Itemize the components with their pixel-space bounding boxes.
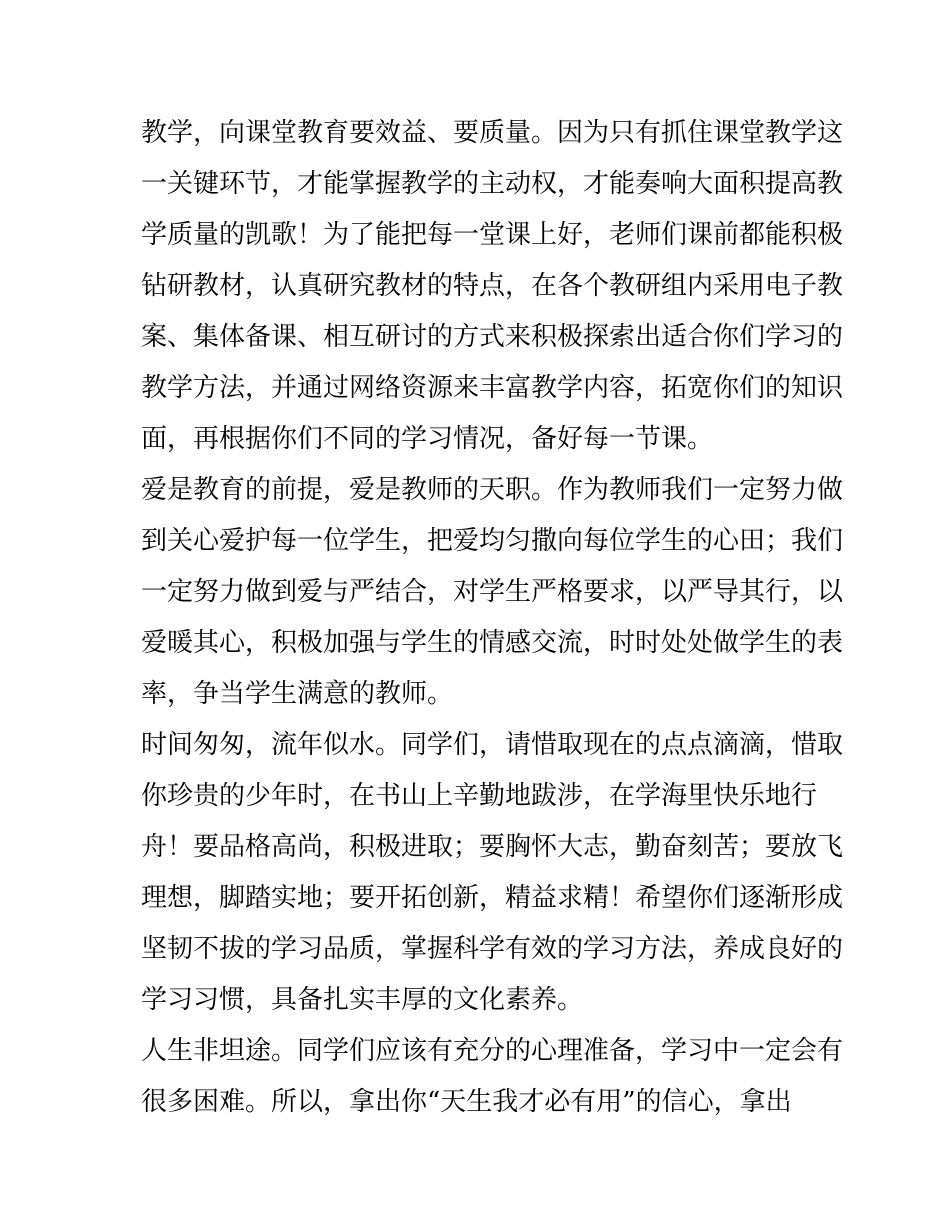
text-line: 你珍贵的少年时，在书山上辛勤地跋涉，在学海里快乐地行 — [141, 781, 818, 811]
text-line: 舟！要品格高尚，积极进取；要胸怀大志，勤奋刻苦；要放飞 — [141, 832, 844, 862]
text-line: 学习习惯，具备扎实丰厚的文化素养。 — [141, 985, 584, 1015]
text-line: 钻研教材，认真研究教材的特点，在各个教研组内采用电子教 — [141, 271, 844, 301]
text-line: 到关心爱护每一位学生，把爱均匀撒向每位学生的心田；我们 — [141, 526, 844, 556]
document-body-text — [141, 108, 844, 1128]
text-line: 学质量的凯歌！为了能把每一堂课上好，老师们课前都能积极 — [141, 220, 844, 250]
text-line: 爱是教育的前提，爱是教师的天职。作为教师我们一定努力做 — [141, 475, 844, 505]
text-line: 时间匆匆，流年似水。同学们，请惜取现在的点点滴滴，惜取 — [141, 730, 844, 760]
text-line: 教学，向课堂教育要效益、要质量。因为只有抓住课堂教学这 — [141, 118, 844, 148]
text-line: 爱暖其心，积极加强与学生的情感交流，时时处处做学生的表 — [141, 628, 844, 658]
text-line: 坚韧不拔的学习品质，掌握科学有效的学习方法，养成良好的 — [141, 934, 844, 964]
text-line: 面，再根据你们不同的学习情况，备好每一节课。 — [141, 424, 714, 454]
text-line: 一定努力做到爱与严结合，对学生严格要求，以严导其行，以 — [141, 577, 844, 607]
text-line: 很多困难。所以，拿出你“天生我才必有用”的信心，拿出 — [141, 1087, 792, 1117]
text-line: 人生非坦途。同学们应该有充分的心理准备，学习中一定会有 — [141, 1036, 844, 1066]
text-line: 率，争当学生满意的教师。 — [141, 679, 454, 709]
text-line: 理想，脚踏实地；要开拓创新，精益求精！希望你们逐渐形成 — [141, 883, 844, 913]
text-line: 教学方法，并通过网络资源来丰富教学内容，拓宽你们的知识 — [141, 373, 844, 403]
text-line: 案、集体备课、相互研讨的方式来积极探索出适合你们学习的 — [141, 322, 844, 352]
text-line: 一关键环节，才能掌握教学的主动权，才能奏响大面积提高教 — [141, 169, 844, 199]
